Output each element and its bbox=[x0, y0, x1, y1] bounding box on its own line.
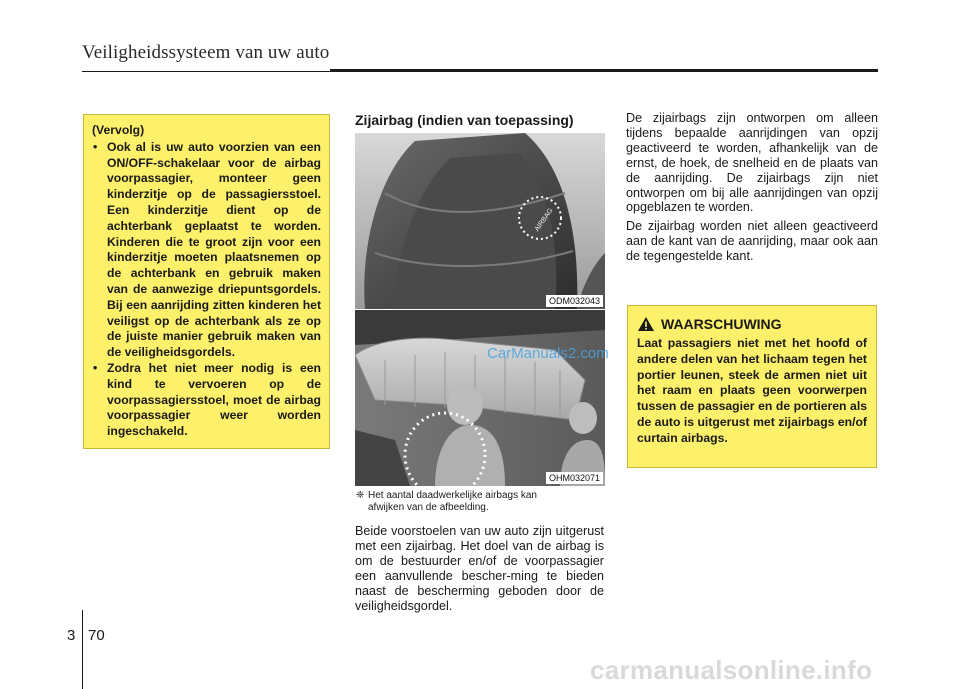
airbag-label: AIRBAG bbox=[533, 207, 555, 233]
image-footnote bbox=[356, 490, 606, 514]
seat-illustration-graphic bbox=[355, 133, 605, 309]
continued-note-box bbox=[83, 114, 330, 449]
curtain-airbag-illustration bbox=[355, 310, 605, 486]
seat-airbag-illustration bbox=[355, 133, 605, 309]
header-rule-left bbox=[82, 71, 332, 72]
watermark: CarManuals2.com bbox=[487, 345, 609, 362]
list-item bbox=[92, 361, 321, 440]
continued-note-list bbox=[92, 140, 321, 440]
body-paragraph: Beide voorstoelen van uw auto zijn uitgerust met een zijairbag. Het doel van de airbag is om de bestuurder en/of de voorpassagier een aanvullende bescher-ming te bieden naast de bescherming geboden door de veiligheidsgordel. bbox=[355, 524, 604, 613]
site-watermark: carmanualsonline.info bbox=[590, 655, 873, 685]
body-paragraph: De zijairbag worden niet alleen geactiveerd aan de kant van de aanrijding, maar ook aan de tegengestelde kant. bbox=[626, 219, 878, 264]
list-item-text: Zodra het niet meer nodig is een kind te vervoeren op de voorpassagiersstoel, moet de airbag voorpassagier weer worden ingeschakeld. bbox=[107, 360, 321, 439]
warning-box bbox=[627, 305, 877, 468]
continued-label: (Vervolg) bbox=[92, 123, 145, 137]
image-code: ODM032043 bbox=[546, 295, 603, 307]
footnote-mark-icon: ❈ bbox=[356, 490, 365, 501]
page-number: 70 bbox=[88, 627, 105, 644]
footnote-line-2: afwijken van de afbeelding. bbox=[368, 502, 489, 513]
bullet-icon: • bbox=[93, 139, 98, 154]
body-paragraph: De zijairbags zijn ontworpen om alleen tijdens bepaalde aanrijdingen van opzij geactiveerd te worden, afhankelijk van de ernst, de hoek, de snelheid en de plaats van de aanrijding. De zijairbags zijn niet ontworpen om bij alle aanrijdingen van opzij opgeblazen te worden. bbox=[626, 111, 878, 215]
footnote-line-1: Het aantal daadwerkelijke airbags kan bbox=[368, 490, 537, 501]
bullet-icon: • bbox=[93, 360, 98, 375]
warning-triangle-icon bbox=[637, 316, 655, 332]
image-code: OHM032071 bbox=[546, 472, 603, 484]
warning-header bbox=[637, 316, 867, 332]
warning-title: WAARSCHUWING bbox=[661, 316, 782, 332]
page-header-title: Veiligheidssysteem van uw auto bbox=[82, 42, 330, 63]
list-item bbox=[92, 140, 321, 361]
cabin-illustration-graphic bbox=[355, 310, 605, 486]
section-title: Zijairbag (indien van toepassing) bbox=[355, 112, 574, 128]
footer-divider bbox=[82, 610, 83, 689]
right-column-text bbox=[626, 111, 878, 268]
header-rule-right bbox=[330, 69, 878, 72]
warning-text: Laat passagiers niet met het hoofd of andere delen van het lichaam tegen het portier leunen, steek de armen niet uit het raam en plaats geen voorwerpen tussen de passagier en de portieren als de auto is uitgerust met zijairbags en/of curtain airbags. bbox=[637, 336, 867, 445]
chapter-number: 3 bbox=[67, 627, 76, 644]
list-item-text: Ook al is uw auto voorzien van een ON/OFF-schakelaar voor de airbag voorpassagier, monteer geen kinderzitje op de passagiersstoel. Een kinderzitje dient op de achterbank geplaatst te worden. Kinderen die te groot zijn voor een kinderzitje moeten plaatsnemen op de achterbank en gebruik maken van de aanwezige driepuntsgordels. Bij een aanrijding zitten kinderen het veiligst op de achterbank als ze op de juiste manier gebruik maken van de veiligheidsgordels. bbox=[107, 139, 321, 360]
